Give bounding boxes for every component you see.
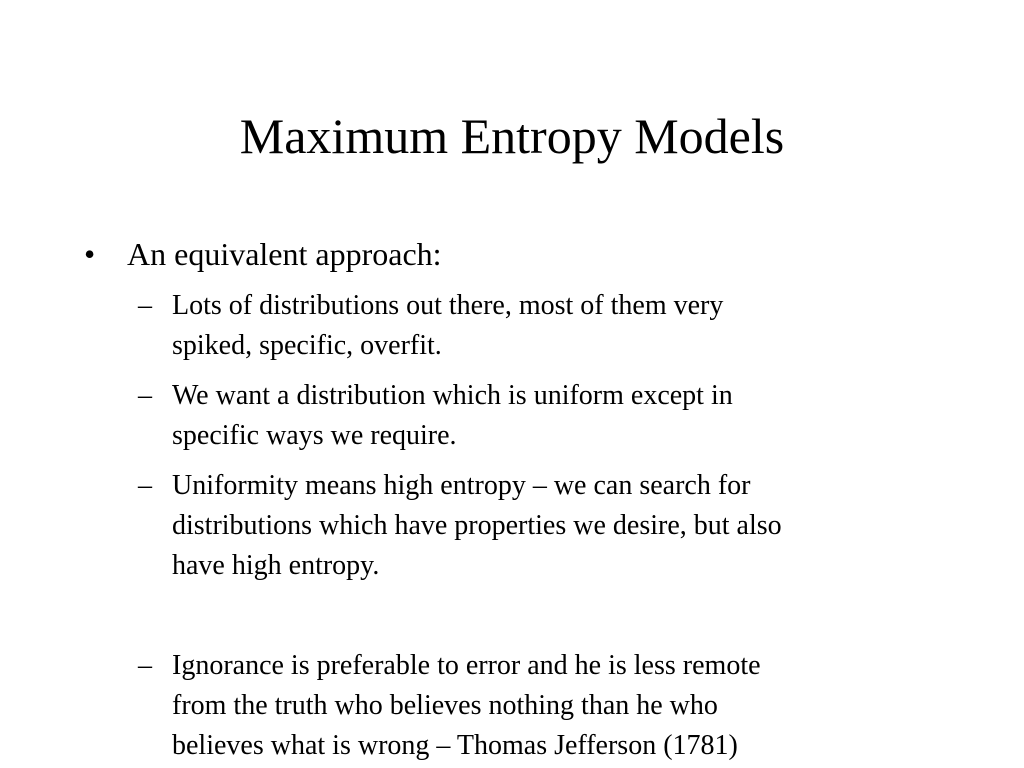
sub-bullet-line: We want a distribution which is uniform except in [172, 380, 733, 411]
bullet-marker: • [84, 236, 96, 272]
sub-bullet-marker: – [138, 650, 152, 681]
sub-bullet-line: have high entropy. [172, 550, 380, 581]
sub-bullet-line: Lots of distributions out there, most of them very [172, 290, 724, 321]
sub-bullet-marker: – [138, 380, 152, 411]
main-bullet-text: An equivalent approach: [127, 236, 442, 272]
sub-bullet-marker: – [138, 470, 152, 501]
sub-bullet-line: from the truth who believes nothing than he who [172, 690, 718, 721]
sub-bullet-line: distributions which have properties we desire, but also [172, 510, 782, 541]
sub-bullet-line: spiked, specific, overfit. [172, 330, 442, 361]
sub-bullet-line: believes what is wrong – Thomas Jefferson (1781) [172, 730, 738, 761]
slide-title: Maximum Entropy Models [239, 108, 785, 164]
sub-bullet-line: specific ways we require. [172, 420, 457, 451]
sub-bullet-line: Uniformity means high entropy – we can search for [172, 470, 751, 501]
sub-bullet-line: Ignorance is preferable to error and he is less remote [172, 650, 761, 681]
sub-bullet-marker: – [138, 290, 152, 321]
